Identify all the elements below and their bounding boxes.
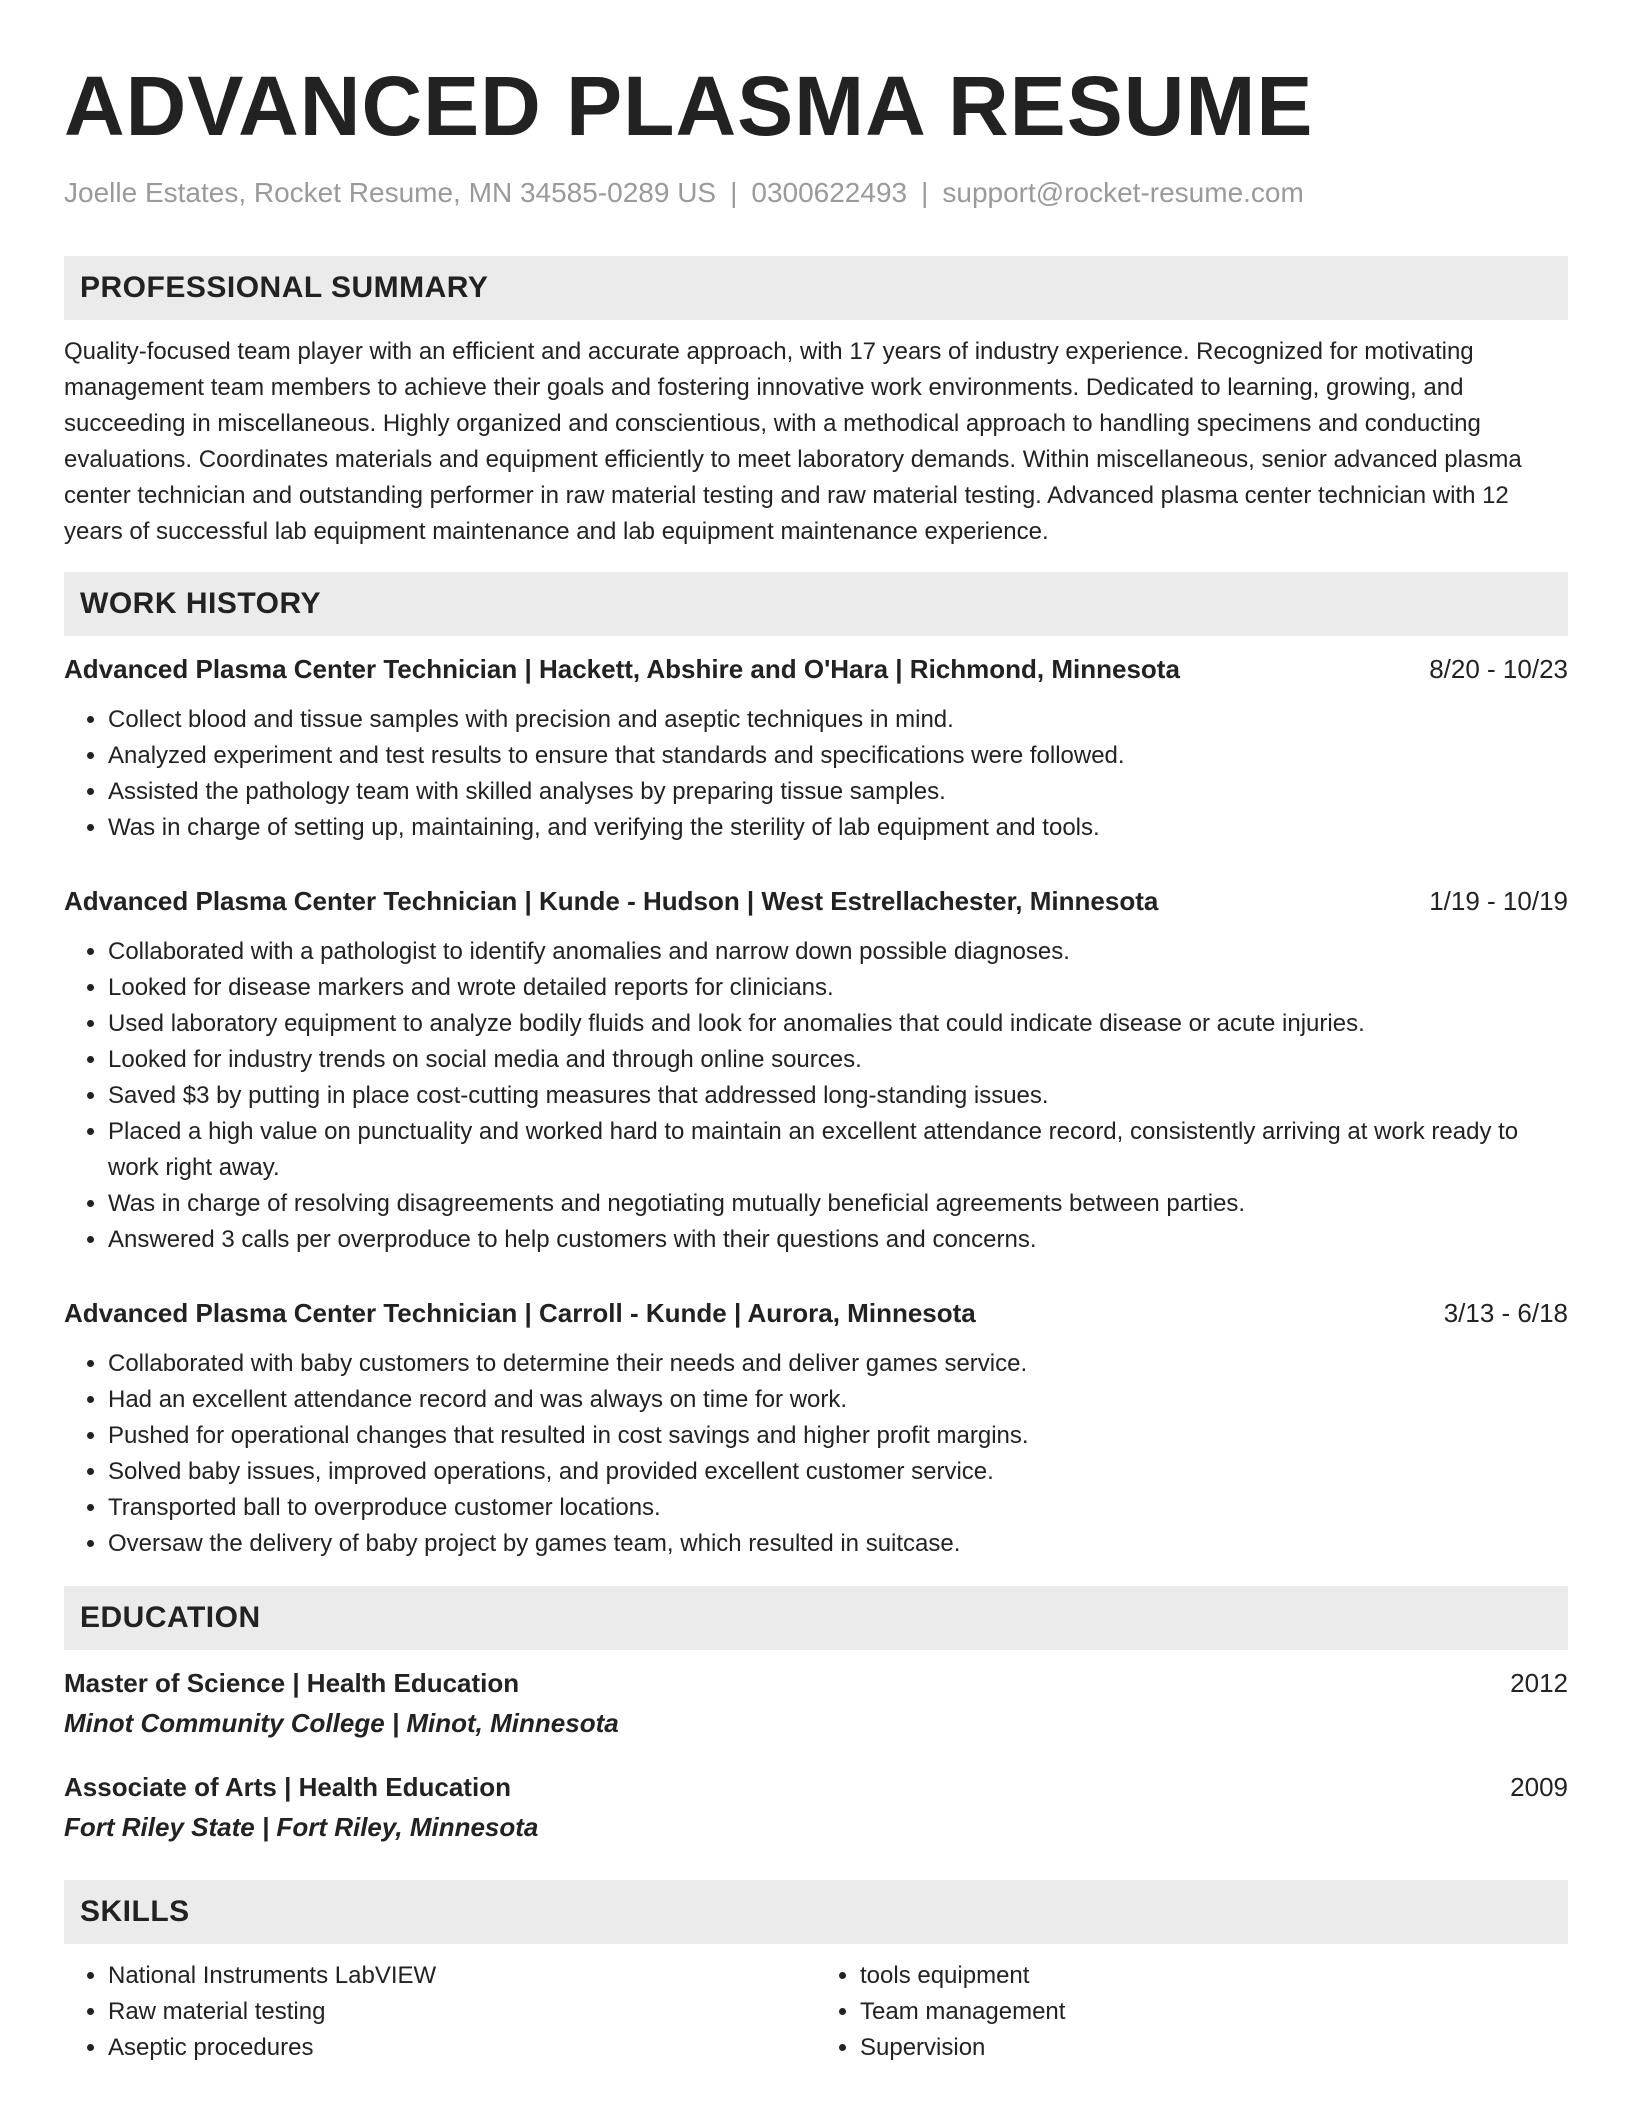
education-entry — [64, 1770, 1568, 1844]
job-bullet: • Collaborated with baby customers to determine their needs and deliver games service. — [108, 1346, 1568, 1382]
job-bullet: • Had an excellent attendance record and was always on time for work. — [108, 1382, 1568, 1418]
section-heading-skills: SKILLS — [64, 1880, 1568, 1944]
contact-separator: | — [730, 177, 738, 208]
job-bullet: • Assisted the pathology team with skilled analyses by preparing tissue samples. — [108, 774, 1568, 810]
skills-bullets — [816, 1958, 1568, 2066]
job-bullet: • Used laboratory equipment to analyze bodily fluids and look for anomalies that could indicate disease or acute injuries. — [108, 1006, 1568, 1042]
skill-item: • Supervision — [860, 2030, 1568, 2066]
skills-column-left — [64, 1958, 816, 2066]
education-school: Minot Community College | Minot, Minnesota — [64, 1708, 619, 1738]
job-bullet: • Transported ball to overproduce customer locations. — [108, 1490, 1568, 1526]
job-bullets — [64, 1346, 1568, 1562]
skill-item: • Team management — [860, 1994, 1568, 2030]
contact-phone: 0300622493 — [751, 177, 908, 208]
job-title: Advanced Plasma Center Technician | Carroll - Kunde | Aurora, Minnesota — [64, 1298, 976, 1328]
job-entry — [64, 652, 1568, 846]
education-school: Fort Riley State | Fort Riley, Minnesota — [64, 1812, 539, 1842]
job-bullet: • Was in charge of resolving disagreements and negotiating mutually beneficial agreements between parties. — [108, 1186, 1568, 1222]
education-entry — [64, 1666, 1568, 1740]
skills-column-right — [816, 1958, 1568, 2066]
education-year: 2012 — [1510, 1668, 1568, 1698]
job-bullet: • Saved $3 by putting in place cost-cutting measures that addressed long-standing issues. — [108, 1078, 1568, 1114]
job-dates: 8/20 - 10/23 — [1429, 654, 1568, 684]
job-bullet: • Collaborated with a pathologist to identify anomalies and narrow down possible diagnoses. — [108, 934, 1568, 970]
contact-address: Joelle Estates, Rocket Resume, MN 34585-0289 US — [64, 177, 717, 208]
education-header — [64, 1770, 1568, 1804]
skill-item: • tools equipment — [860, 1958, 1568, 1994]
job-bullet: • Was in charge of setting up, maintaining, and verifying the sterility of lab equipment and tools. — [108, 810, 1568, 846]
job-dates: 3/13 - 6/18 — [1443, 1298, 1568, 1328]
job-header — [64, 652, 1568, 686]
skill-item: • National Instruments LabVIEW — [108, 1958, 816, 1994]
job-title: Advanced Plasma Center Technician | Hackett, Abshire and O'Hara | Richmond, Minnesota — [64, 654, 1180, 684]
skill-item: • Raw material testing — [108, 1994, 816, 2030]
section-heading-work-history: WORK HISTORY — [64, 572, 1568, 636]
skills-bullets — [64, 1958, 816, 2066]
skill-item: • Aseptic procedures — [108, 2030, 816, 2066]
section-heading-summary: PROFESSIONAL SUMMARY — [64, 256, 1568, 320]
education-degree: Master of Science | Health Education — [64, 1668, 520, 1698]
job-entry — [64, 884, 1568, 1258]
contact-separator: | — [921, 177, 929, 208]
section-heading-education: EDUCATION — [64, 1586, 1568, 1650]
job-bullet: • Pushed for operational changes that resulted in cost savings and higher profit margins. — [108, 1418, 1568, 1454]
education-degree: Associate of Arts | Health Education — [64, 1772, 511, 1802]
summary-text: Quality-focused team player with an efficient and accurate approach, with 17 years of industry experience. Recognized for motivating management team members to achieve their goals and fostering innovative work environments. Dedicated to learning, growing, and succeeding in miscellaneous. Highly organized and conscientious, with a methodical approach to handling specimens and conducting evaluations. Coordinates materials and equipment efficiently to meet laboratory demands. Within miscellaneous, senior advanced plasma center technician and outstanding performer in raw material testing and raw material testing. Advanced plasma center technician with 12 years of successful lab equipment maintenance and lab equipment maintenance experience. — [64, 338, 1522, 545]
job-title: Advanced Plasma Center Technician | Kunde - Hudson | West Estrellachester, Minnesota — [64, 886, 1159, 916]
job-bullet: • Analyzed experiment and test results to ensure that standards and specifications were followed. — [108, 738, 1568, 774]
job-header — [64, 884, 1568, 918]
job-bullet: • Placed a high value on punctuality and worked hard to maintain an excellent attendance record, consistently arriving at work ready to work right away. — [108, 1114, 1568, 1186]
job-bullet: • Oversaw the delivery of baby project by games team, which resulted in suitcase. — [108, 1526, 1568, 1562]
job-bullet: • Answered 3 calls per overproduce to help customers with their questions and concerns. — [108, 1222, 1568, 1258]
job-bullet: • Collect blood and tissue samples with precision and aseptic techniques in mind. — [108, 702, 1568, 738]
job-dates: 1/19 - 10/19 — [1429, 886, 1568, 916]
contact-line — [64, 176, 1568, 210]
education-year: 2009 — [1510, 1772, 1568, 1802]
contact-email: support@rocket-resume.com — [942, 177, 1304, 208]
skills-list — [64, 1958, 1568, 2066]
job-bullets — [64, 934, 1568, 1258]
education-header — [64, 1666, 1568, 1700]
job-header — [64, 1296, 1568, 1330]
job-bullet: • Looked for industry trends on social media and through online sources. — [108, 1042, 1568, 1078]
job-bullets — [64, 702, 1568, 846]
job-bullet: • Solved baby issues, improved operations, and provided excellent customer service. — [108, 1454, 1568, 1490]
resume-title: ADVANCED PLASMA RESUME — [64, 59, 1314, 153]
job-entry — [64, 1296, 1568, 1562]
job-bullet: • Looked for disease markers and wrote detailed reports for clinicians. — [108, 970, 1568, 1006]
